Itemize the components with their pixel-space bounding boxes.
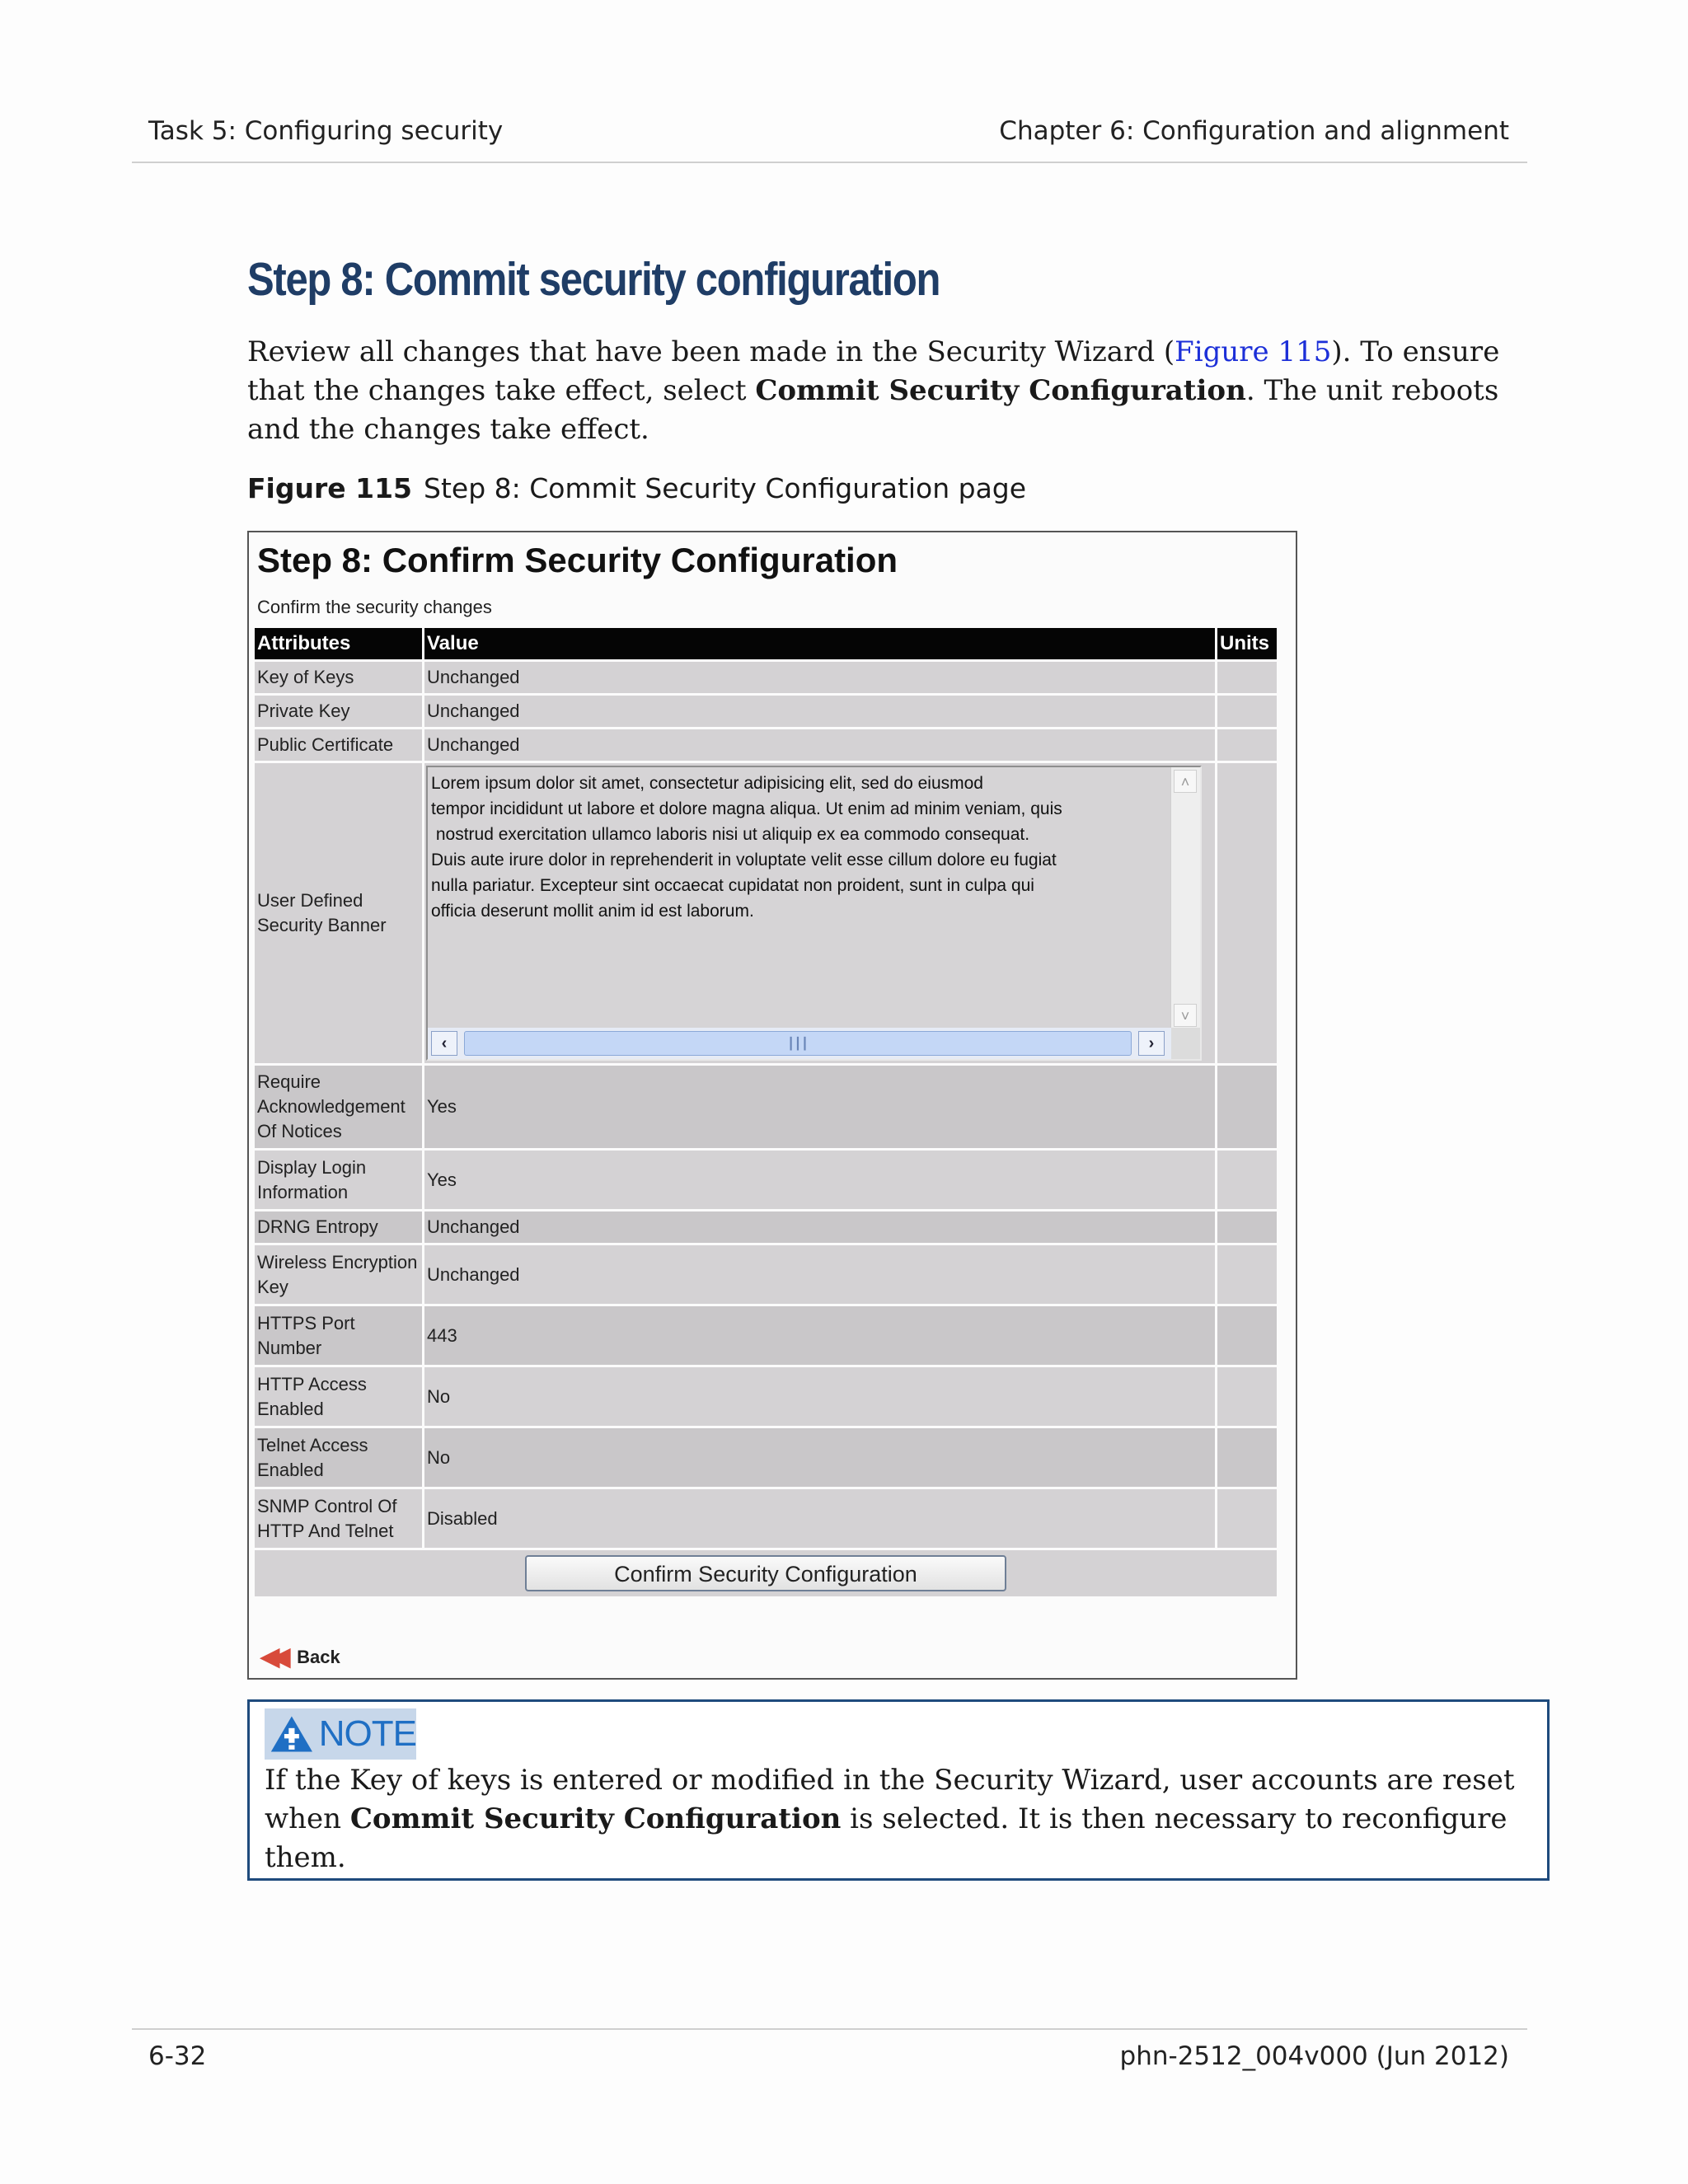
intro-paragraph — [247, 333, 1500, 449]
units-cell — [1217, 1212, 1277, 1243]
value-cell: Unchanged — [424, 729, 1215, 761]
attribute-cell: Private Key — [255, 696, 422, 727]
table-row — [255, 729, 1277, 761]
table-row — [255, 696, 1277, 727]
value-cell: Unchanged — [424, 1212, 1215, 1243]
attribute-cell: Key of Keys — [255, 662, 422, 693]
back-label: Back — [297, 1647, 340, 1667]
attribute-cell: Require Acknowledgement Of Notices — [255, 1066, 422, 1148]
horizontal-scroll-thumb[interactable]: ┃┃┃ — [464, 1031, 1132, 1056]
vertical-scrollbar[interactable] — [1170, 767, 1200, 1029]
attribute-cell: User Defined Security Banner — [255, 763, 422, 1063]
value-cell: Unchanged — [424, 662, 1215, 693]
units-cell — [1217, 1245, 1277, 1304]
screenshot-subtitle: Confirm the security changes — [257, 597, 492, 617]
units-cell — [1217, 763, 1277, 1063]
value-cell: Unchanged — [424, 696, 1215, 727]
table-row — [255, 1367, 1277, 1426]
units-cell — [1217, 696, 1277, 727]
page-number: 6-32 — [148, 2041, 207, 2071]
table-row — [255, 1306, 1277, 1365]
units-cell — [1217, 1066, 1277, 1148]
attribute-cell: Display Login Information — [255, 1151, 422, 1209]
value-cell: No — [424, 1428, 1215, 1487]
figure-label: Figure 115 — [247, 472, 412, 504]
intro-bold: Commit Security Configuration — [755, 374, 1246, 407]
intro-text: Review all changes that have been made in the Security Wizard ( — [247, 335, 1175, 368]
section-title: Step 8: Commit security configuration — [247, 253, 940, 306]
confirm-security-configuration-button[interactable]: Confirm Security Configuration — [525, 1555, 1006, 1591]
note-label: NOTE — [318, 1713, 416, 1754]
scrollbar-corner — [1171, 1028, 1200, 1059]
table-row — [255, 1428, 1277, 1487]
units-cell — [1217, 1428, 1277, 1487]
screenshot-frame — [247, 531, 1297, 1680]
attribute-cell: HTTPS Port Number — [255, 1306, 422, 1365]
footer-divider — [132, 2028, 1527, 2030]
security-config-table — [252, 626, 1279, 1599]
units-cell — [1217, 1367, 1277, 1426]
document-id: phn-2512_004v000 (Jun 2012) — [1119, 2041, 1509, 2071]
running-header-right: Chapter 6: Configuration and alignment — [999, 116, 1509, 146]
scroll-down-icon[interactable]: ˅ — [1174, 1004, 1197, 1027]
value-cell: No — [424, 1367, 1215, 1426]
table-row — [255, 1489, 1277, 1548]
value-cell: Yes — [424, 1151, 1215, 1209]
table-row-banner — [255, 763, 1277, 1063]
column-header-value: Value — [424, 628, 1215, 659]
figure-link[interactable]: Figure 115 — [1175, 335, 1332, 368]
figure-caption-text: Step 8: Commit Security Configuration page — [424, 472, 1027, 504]
note-tag — [265, 1708, 416, 1760]
attribute-cell: HTTP Access Enabled — [255, 1367, 422, 1426]
note-box — [247, 1699, 1550, 1881]
table-row — [255, 662, 1277, 693]
attribute-cell: Wireless Encryption Key — [255, 1245, 422, 1304]
security-banner-textarea[interactable] — [426, 766, 1202, 1061]
value-cell: 443 — [424, 1306, 1215, 1365]
scroll-right-icon[interactable]: › — [1138, 1031, 1165, 1056]
intro-text-3: . The unit reboots and the changes take effect. — [247, 374, 1499, 446]
note-text — [265, 1761, 1534, 1877]
units-cell — [1217, 1489, 1277, 1548]
units-cell — [1217, 1306, 1277, 1365]
column-header-units: Units — [1217, 628, 1277, 659]
scroll-up-icon[interactable]: ˄ — [1174, 770, 1197, 793]
horizontal-scrollbar[interactable] — [428, 1028, 1172, 1059]
running-header-left: Task 5: Configuring security — [148, 116, 504, 146]
note-text-bold: Commit Security Configuration — [349, 1802, 842, 1835]
note-text-1: If the Key of keys is entered or modified in the Security Wizard, user accounts are reset when — [265, 1764, 1515, 1835]
double-left-arrow-icon: ◀◀ — [260, 1643, 283, 1671]
value-cell: Yes — [424, 1066, 1215, 1148]
attribute-cell: Public Certificate — [255, 729, 422, 761]
table-row — [255, 1245, 1277, 1304]
units-cell — [1217, 662, 1277, 693]
attribute-cell: DRNG Entropy — [255, 1212, 422, 1243]
value-cell: Unchanged — [424, 1245, 1215, 1304]
button-cell — [255, 1550, 1277, 1596]
screenshot-title: Step 8: Confirm Security Configuration — [257, 541, 898, 579]
units-cell — [1217, 1151, 1277, 1209]
column-header-attributes: Attributes — [255, 628, 422, 659]
attribute-cell: Telnet Access Enabled — [255, 1428, 422, 1487]
warning-triangle-icon — [270, 1713, 314, 1755]
banner-cell — [424, 763, 1215, 1063]
button-row — [255, 1550, 1277, 1596]
scroll-left-icon[interactable]: ‹ — [431, 1031, 457, 1056]
note-text-2: is selected. It is then necessary to reconfigure them. — [265, 1802, 1507, 1874]
table-row — [255, 1212, 1277, 1243]
security-banner-text: Lorem ipsum dolor sit amet, consectetur adipisicing elit, sed do eiusmod tempor incididunt ut labore et dolore magna aliqua. Ut enim ad minim veniam, quis nostrud exercitation ullamco laboris nisi ut aliquip ex ea commodo consequat. Duis aute irure dolor in reprehenderit in voluptate velit esse cillum dolore eu fugiat nulla pariatur. Excepteur sint occaecat cupidatat non proident, sunt in culpa qui officia deserunt mollit anim id est laborum. — [431, 774, 1062, 921]
attribute-cell: SNMP Control Of HTTP And Telnet — [255, 1489, 422, 1548]
table-header-row — [255, 628, 1277, 659]
header-divider — [132, 162, 1527, 163]
table-row — [255, 1066, 1277, 1148]
figure-caption — [247, 472, 1026, 504]
table-row — [255, 1151, 1277, 1209]
back-link[interactable] — [260, 1643, 340, 1671]
units-cell — [1217, 729, 1277, 761]
intro-text-2: ). To ensure that the changes take effect, select — [247, 335, 1500, 407]
value-cell: Disabled — [424, 1489, 1215, 1548]
